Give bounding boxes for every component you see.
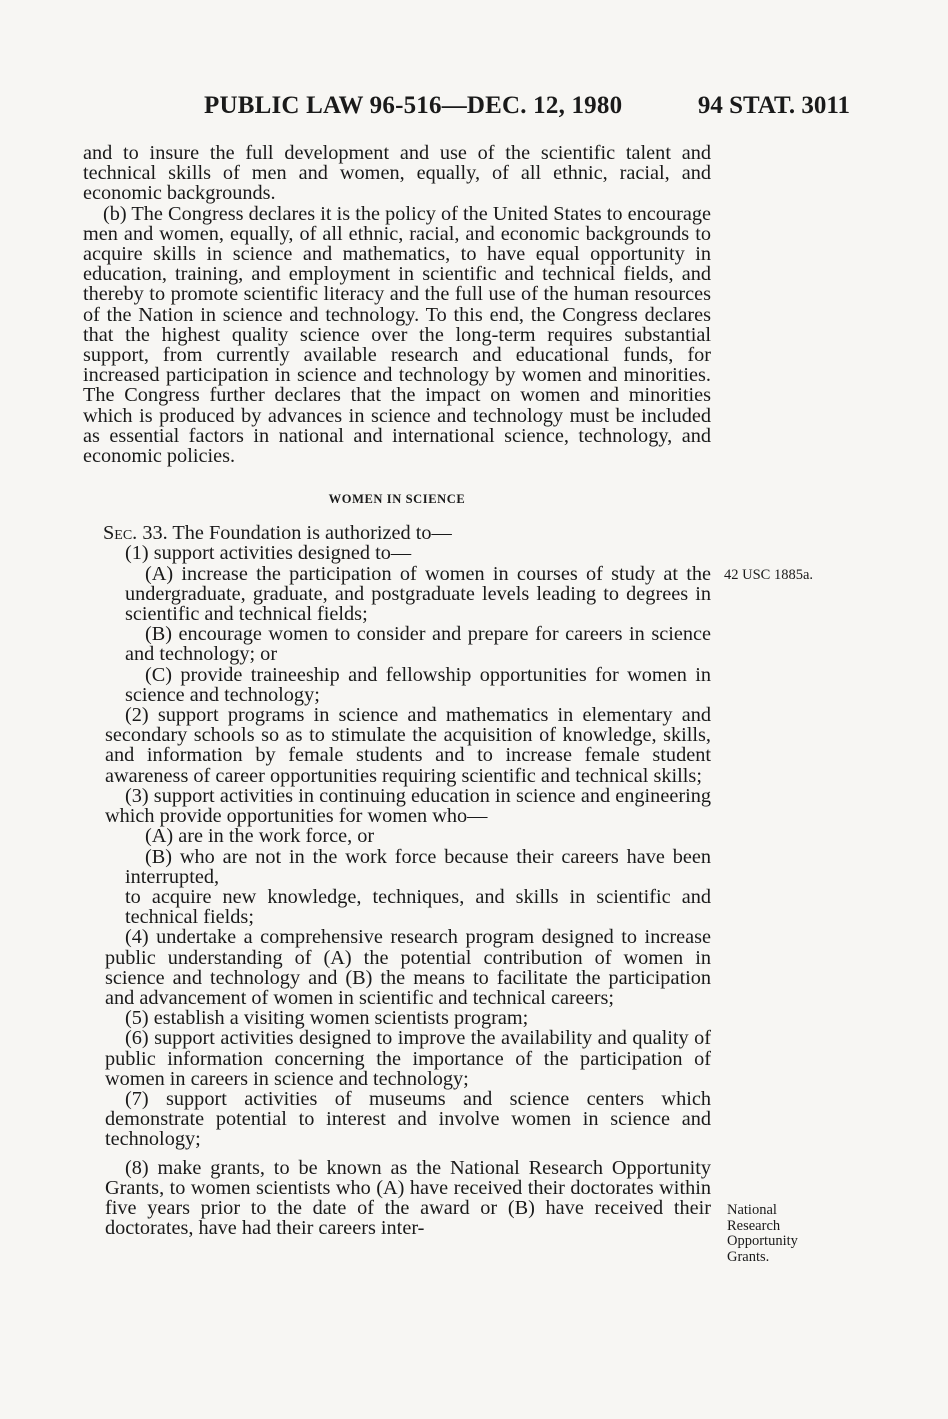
clause-3: (3) support activities in continuing education in science and engineering which provide opportunities for women who— [105,784,711,828]
clause-7: (7) support activities of museums and science centers which demonstrate potential to interest and involve women in science and technology; [105,1087,711,1151]
clause-2: (2) support programs in science and mathematics in elementary and secondary schools so as to stimulate the acquisition of knowledge, skills, and information by female students and to increase female student awareness of career opportunities requiring scientific and technical skills; [105,704,711,787]
clause-1c: (C) provide traineeship and fellowship opportunities for women in science and technology; [125,663,711,706]
section-text: 33. The Foundation is authorized to— [137,522,452,545]
margin-note-line: Grants. [727,1248,770,1265]
running-header-stat: 94 STAT. 3011 [697,92,850,119]
clause-6: (6) support activities designed to improve the availability and quality of public information concerning the importance of the participation of women in careers in science and technology; [105,1027,711,1090]
main-text [83,143,711,1238]
paragraph-b: (b) The Congress declares it is the policy of the United States to encourage men and women, equally, of all ethnic, racial, and economic backgrounds to acquire skills in science and mathematics, to have equal opportunity in education, training, and employment in scientific and technical fields, and thereby to promote scientific literacy and the full use of the human resources of the Nation in science and technology. To this end, the Congress declares that the highest quality science over the long-term requires substantial support, from currently available research and educational funds, for increased participation in science and technology by women and minorities. The Congress further declares that the impact on women and minorities which is produced by advances in science and technology must be included as essential factors in national and international science, technology, and economic policies. [83,202,711,468]
section-label: Sec. [103,522,138,545]
clause-3-continuation: to acquire new knowledge, techniques, and skills in scientific and technical fields; [125,885,711,929]
margin-note-line: Opportunity [727,1233,798,1249]
clause-3a: (A) are in the work force, or [145,825,375,848]
paragraph-intro: and to insure the full development and use of the scientific talent and technical skills of men and women, equally, of all ethnic, racial, and economic backgrounds. [83,142,711,205]
margin-citation: 42 USC 1885a. [724,567,814,583]
margin-note-line: Research [727,1217,781,1234]
clause-1a: (A) increase the participation of women in courses of study at the undergraduate, graduate, and postgraduate levels leading to degrees in scientific and technical fields; [125,562,711,626]
clause-8: (8) make grants, to be known as the National Research Opportunity Grants, to women scientists who (A) have received their doctorates within five years prior to the date of the award or (B) have received their doctorates, have had their careers inter- [105,1156,711,1240]
clause-5: (5) establish a visiting women scientists program; [125,1007,529,1030]
margin-note [727,1203,798,1265]
clause-4: (4) undertake a comprehensive research program designed to increase public understanding of (A) the potential contribution of women in science and technology and (B) the means to facilitate the participation and advancement of women in scientific and technical careers; [105,926,711,1009]
clause-1b: (B) encourage women to consider and prepare for careers in science and technology; or [125,623,711,666]
running-header-title: PUBLIC LAW 96-516—DEC. 12, 1980 [204,92,623,119]
margin-note-line: National [727,1202,777,1218]
clause-3b: (B) who are not in the work force because their careers have been interrupted, [125,845,711,888]
clause-1: (1) support activities designed to— [125,542,412,565]
section-heading: WOMEN IN SCIENCE [328,492,466,507]
section-33-intro [83,523,711,543]
